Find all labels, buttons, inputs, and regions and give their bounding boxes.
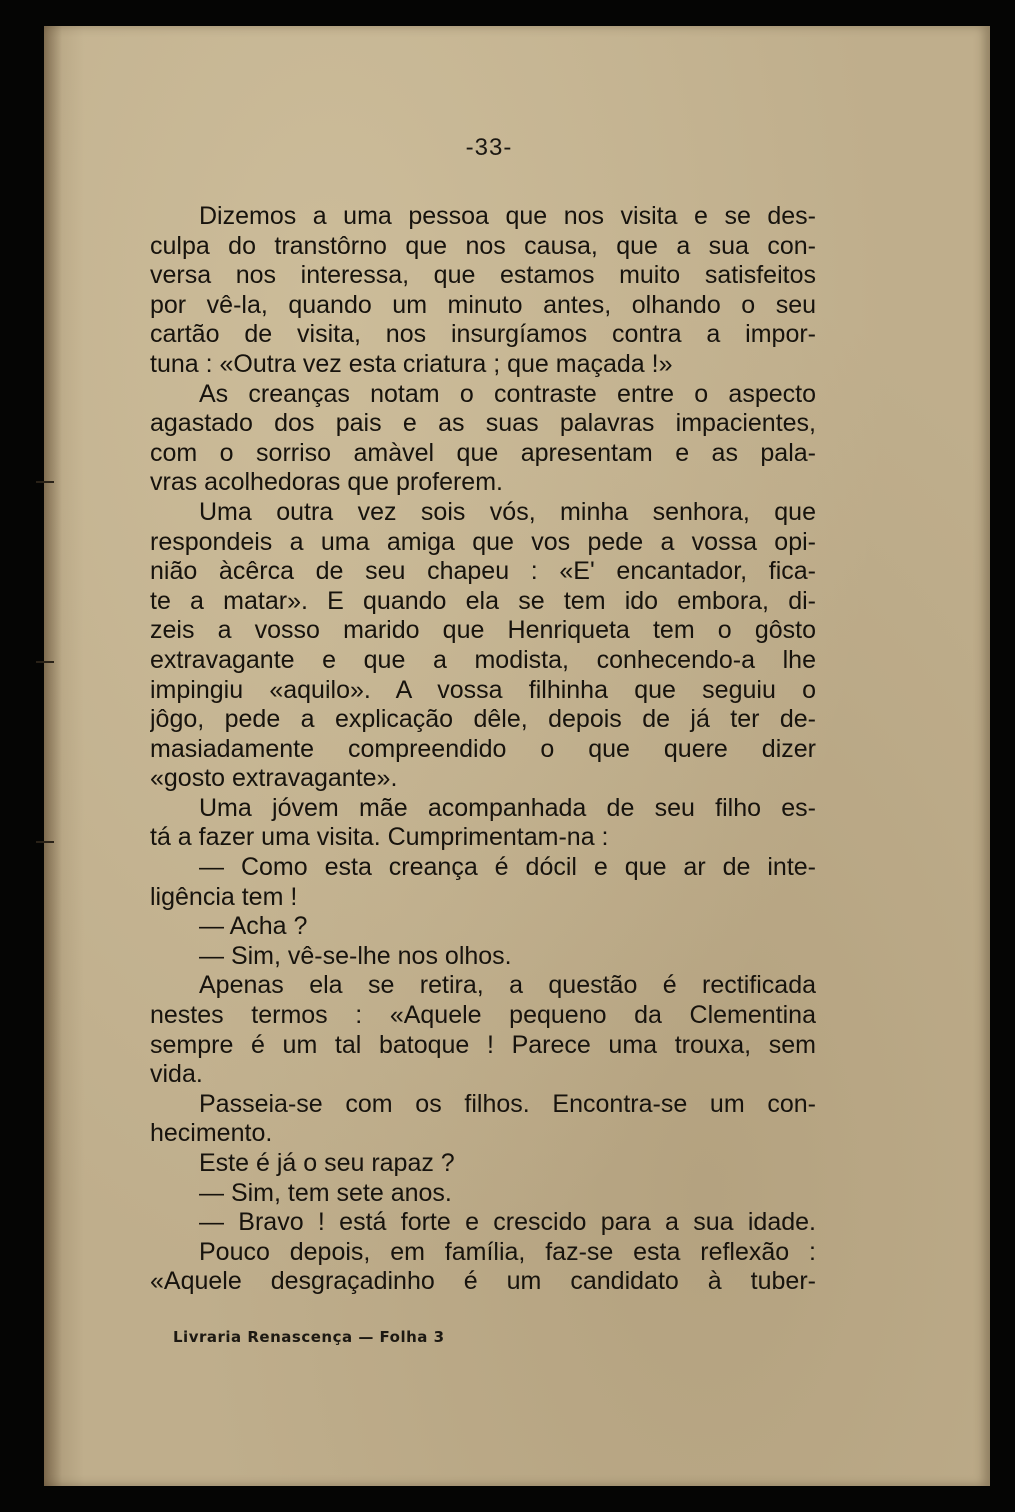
text-line: — Sim, tem sete anos. <box>199 1178 452 1207</box>
text-line: cartão de visita, nos insurgíamos contra a impor- <box>150 320 816 349</box>
text-line: «Aquele desgraçadinho é um candidato à tuber- <box>150 1267 816 1296</box>
text-line: — Bravo ! está forte e crescido para a sua idade. <box>199 1208 816 1237</box>
binding-stitch <box>36 481 54 483</box>
text-line: culpa do transtôrno que nos causa, que a sua con- <box>150 231 816 260</box>
text-line: Apenas ela se retira, a questão é rectificada <box>199 971 816 1000</box>
text-line: tá a fazer uma visita. Cumprimentam-na : <box>150 823 609 852</box>
text-line: — Como esta creança é dócil e que ar de inte- <box>199 853 816 882</box>
text-line: nião àcêrca de seu chapeu : «E' encantador, fica- <box>150 557 816 586</box>
text-line: Dizemos a uma pessoa que nos visita e se des- <box>199 202 816 230</box>
book-page <box>44 26 990 1486</box>
binding-stitch <box>36 841 54 843</box>
text-line: Pouco depois, em família, faz-se esta reflexão : <box>199 1237 816 1266</box>
text-line: com o sorriso amàvel que apresentam e as pala- <box>150 438 816 467</box>
text-line: por vê-la, quando um minuto antes, olhando o seu <box>150 290 816 319</box>
page-number: -33- <box>465 134 513 161</box>
text-line: extravagante e que a modista, conhecendo-a lhe <box>150 645 816 674</box>
text-line: hecimento. <box>150 1119 273 1148</box>
text-line: respondeis a uma amiga que vos pede a vossa opi- <box>150 527 816 556</box>
text-line: — Acha ? <box>199 912 308 941</box>
gutter-stain <box>44 26 62 1486</box>
text-line: versa nos interessa, que estamos muito satisfeitos <box>150 261 816 290</box>
body-text <box>150 202 816 1297</box>
text-line: zeis a vosso marido que Henriqueta tem o gôsto <box>150 616 816 645</box>
text-line: agastado dos pais e as suas palavras impacientes, <box>150 409 816 438</box>
text-line: te a matar». E quando ela se tem ido embora, di- <box>150 586 816 615</box>
text-line: masiadamente compreendido o que quere dizer <box>150 734 816 763</box>
text-line: — Sim, vê-se-lhe nos olhos. <box>199 941 512 970</box>
text-line: impingiu «aquilo». A vossa filhinha que seguiu o <box>150 675 816 704</box>
text-line: Uma outra vez sois vós, minha senhora, que <box>199 497 816 526</box>
binding-stitch <box>36 661 54 663</box>
text-line: vida. <box>150 1060 203 1089</box>
text-line: jôgo, pede a explicação dêle, depois de já ter de- <box>150 705 816 734</box>
text-line: sempre é um tal batoque ! Parece uma trouxa, sem <box>150 1030 816 1059</box>
text-line: Passeia-se com os filhos. Encontra-se um con- <box>199 1089 816 1118</box>
text-line: tuna : «Outra vez esta criatura ; que maçada !» <box>150 349 673 378</box>
text-line: vras acolhedoras que proferem. <box>150 468 503 497</box>
text-line: nestes termos : «Aquele pequeno da Clementina <box>150 1001 816 1030</box>
text-line: Uma jóvem mãe acompanhada de seu filho es- <box>199 793 816 822</box>
printer-footer: Livraria Renascença — Folha 3 <box>173 1328 445 1346</box>
text-line: «gosto extravagante». <box>150 764 398 793</box>
text-line: As creanças notam o contraste entre o aspecto <box>199 379 816 408</box>
text-line: ligência tem ! <box>150 882 298 911</box>
text-line: Este é já o seu rapaz ? <box>199 1149 455 1177</box>
